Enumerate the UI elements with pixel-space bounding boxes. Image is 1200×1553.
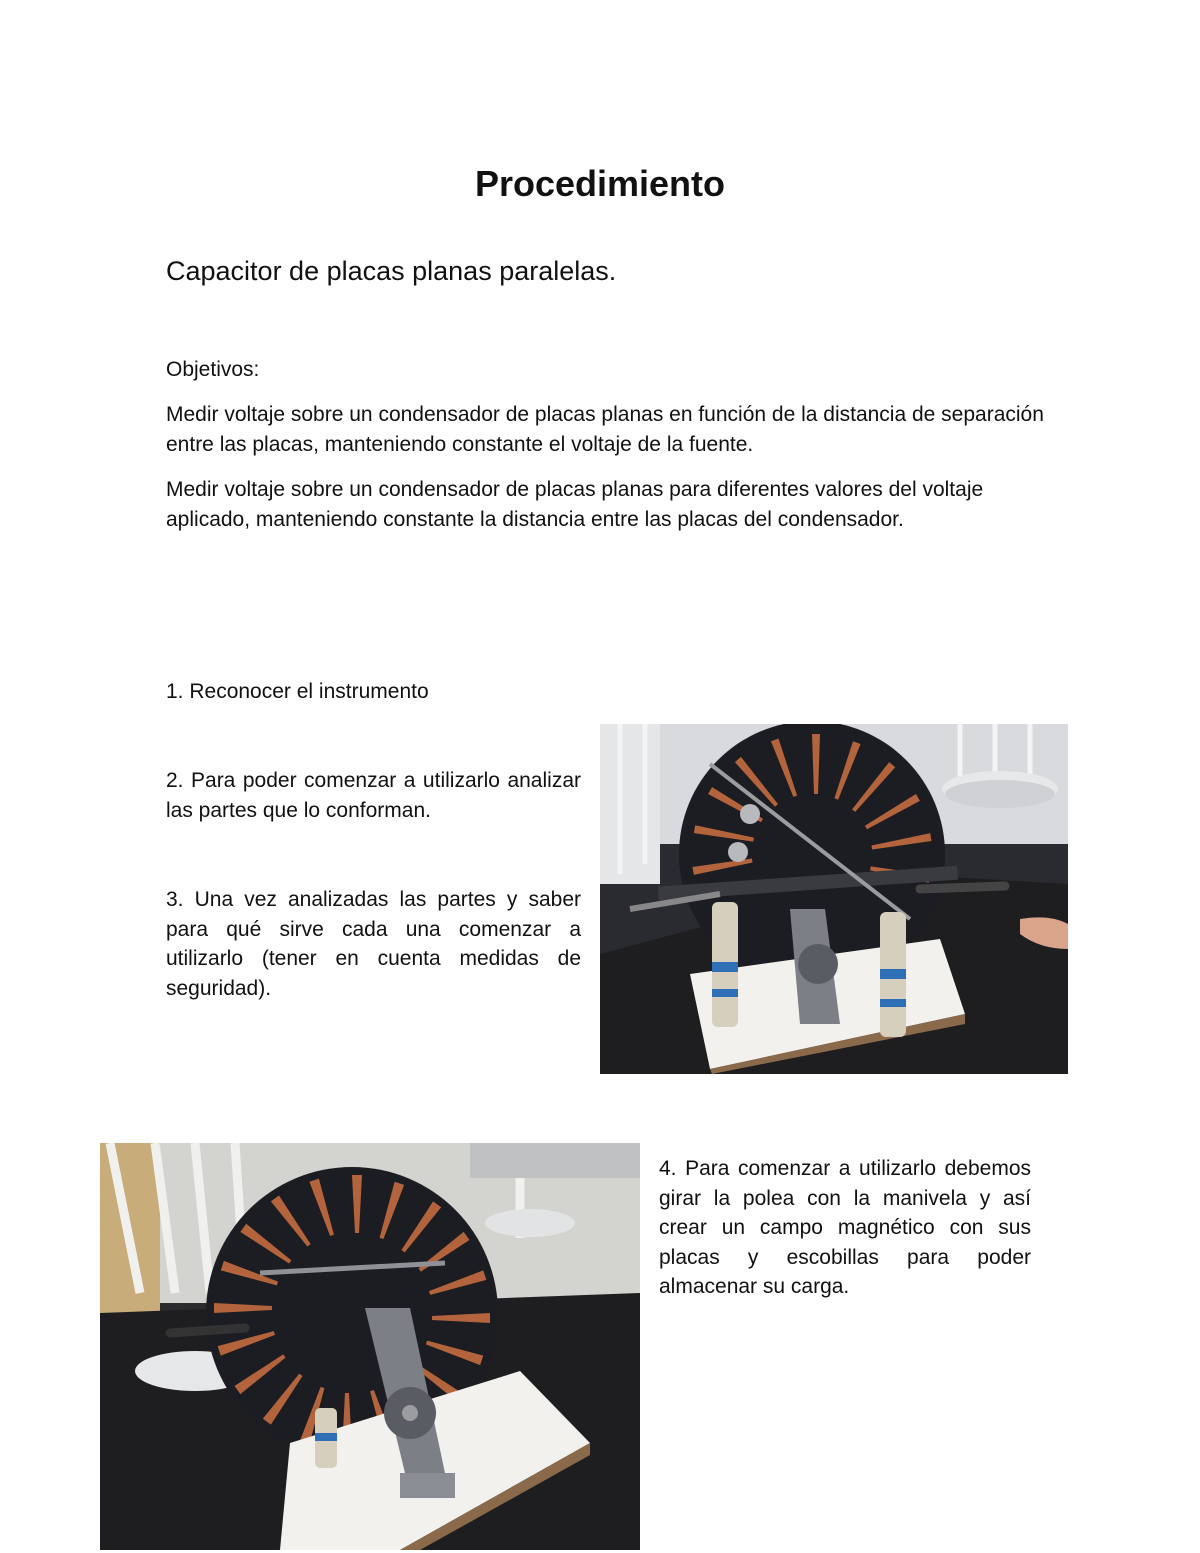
step-3-text: 3. Una vez analizadas las partes y saber para qué sirve cada una comenzar a utilizarlo (tener en cuenta medidas de seguridad). xyxy=(166,888,581,1000)
objective-item: Medir voltaje sobre un condensador de placas planas en función de la distancia de separación entre las placas, manteniendo constante el voltaje de la fuente. xyxy=(166,403,1044,456)
section-subtitle: Capacitor de placas planas paralelas. xyxy=(166,256,617,286)
objectives-label: Objetivos: xyxy=(166,358,260,381)
step-2-text: 2. Para poder comenzar a utilizarlo analizar las partes que lo conforman. xyxy=(166,769,581,822)
objective-item: Medir voltaje sobre un condensador de placas planas para diferentes valores del voltaje aplicado, manteniendo constante la distancia entre las placas del condensador. xyxy=(166,478,984,531)
page-title: Procedimiento xyxy=(474,163,726,204)
instrument-photo-front xyxy=(600,724,1068,1074)
step-4-text: 4. Para comenzar a utilizarlo debemos girar la polea con la manivela y así crear un campo magnético con sus placas y escobillas para poder almacenar su carga. xyxy=(659,1157,1031,1298)
step-1-text: 1. Reconocer el instrumento xyxy=(166,680,429,703)
instrument-photo-side xyxy=(100,1143,640,1550)
